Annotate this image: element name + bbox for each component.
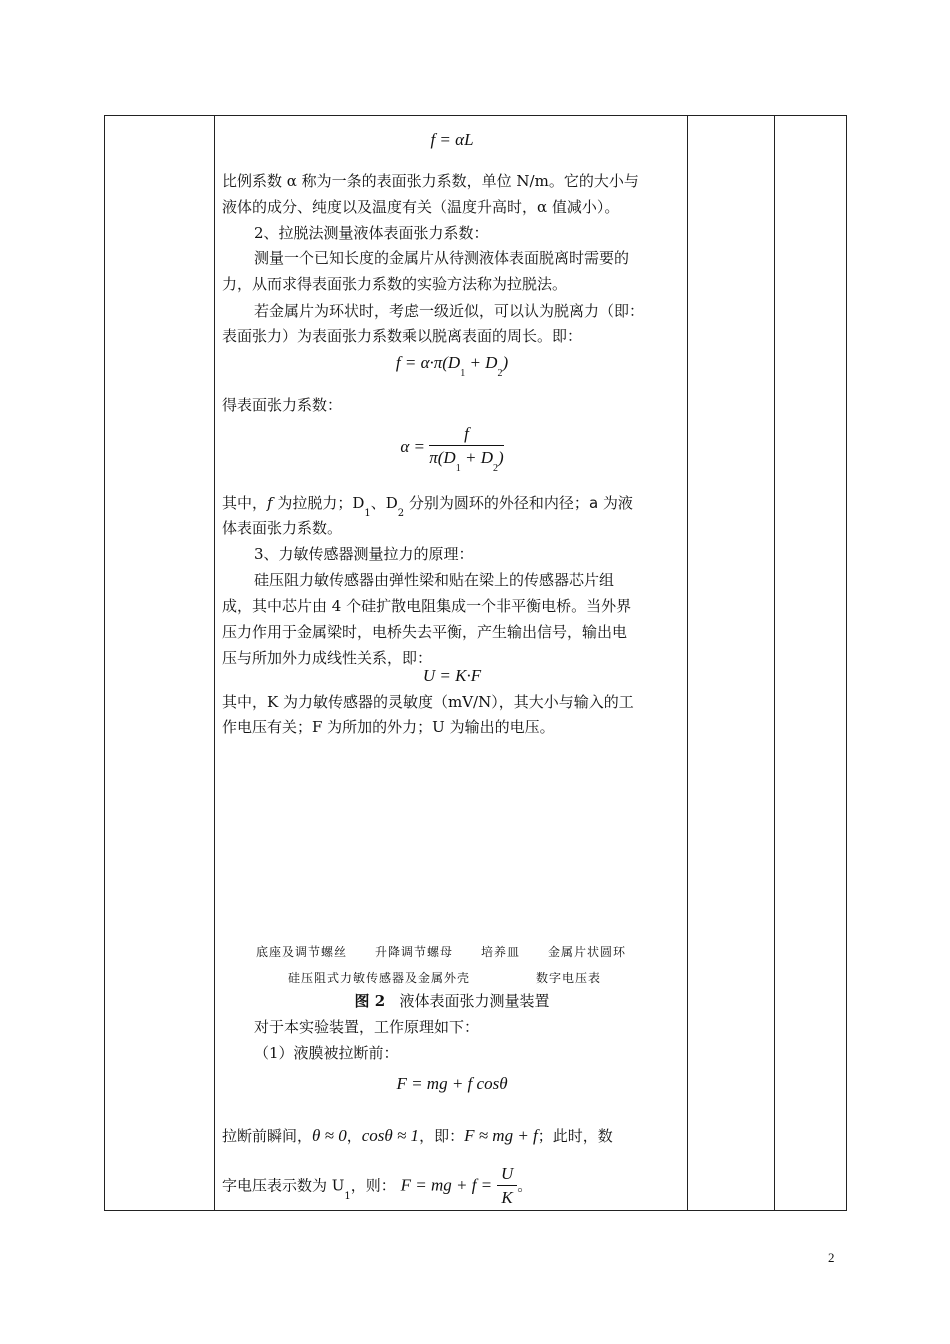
column-divider bbox=[214, 116, 215, 1210]
column-divider bbox=[687, 116, 688, 1210]
paragraph-line: 体表面张力系数。 bbox=[222, 519, 343, 537]
formula-force-before: F = mg + f cosθ bbox=[396, 1074, 508, 1093]
paragraph-line: 对于本实验装置，工作原理如下： bbox=[254, 1018, 480, 1036]
column-divider bbox=[774, 116, 775, 1210]
paragraph-line: 其中，f 为拉脱力；$D_1$、$D_2$ 分别为圆环的外径和内径；a 为液 bbox=[222, 494, 633, 519]
paragraph-line: 其中，K 为力敏传感器的灵敏度（mV/N），其大小与输入的工 bbox=[222, 693, 634, 711]
paragraph-line: 字电压表示数为 $U_1$，则： F = mg + f = $\frac{U}{K}$ 。 bbox=[222, 1163, 682, 1210]
paragraph-line: 硅压阻力敏传感器由弹性梁和贴在梁上的传感器芯片组 bbox=[254, 571, 615, 589]
figure-labels-row1: 底座及调节螺丝 升降调节螺母 培养皿 金属片状圆环 bbox=[256, 945, 627, 959]
section-title: 3、力敏传感器测量拉力的原理： bbox=[254, 545, 474, 563]
fraction: $\frac{U}{K}$ bbox=[497, 1163, 517, 1210]
paragraph-line: 表面张力）为表面张力系数乘以脱离表面的周长。即： bbox=[222, 327, 583, 345]
paragraph-line: 压与所加外力成线性关系，即： bbox=[222, 649, 433, 667]
formula-f-alpha-l: f = αL bbox=[430, 130, 474, 149]
paragraph-line: 拉断前瞬间，θ ≈ 0，cosθ ≈ 1，即：F ≈ mg + f；此时，数 bbox=[222, 1126, 613, 1145]
paragraph-line: 压力作用于金属梁时，电桥失去平衡，产生输出信号，输出电 bbox=[222, 623, 628, 641]
paragraph-line: 力，从而求得表面张力系数的实验方法称为拉脱法。 bbox=[222, 275, 568, 293]
formula-coefficient: α = $\frac{f}{\pi(D_1 + D_2)}$ bbox=[400, 424, 504, 474]
paragraph-line: 成，其中芯片由 4 个硅扩散电阻集成一个非平衡电桥。当外界 bbox=[222, 597, 632, 615]
figure-caption: 图 2 液体表面张力测量装置 bbox=[354, 992, 550, 1010]
formula-detach-force: $f = \alpha\cdot\pi(D_1 + D_2)$ bbox=[395, 353, 509, 379]
paragraph-line: 液体的成分、纯度以及温度有关（温度升高时，α 值减小）。 bbox=[222, 198, 620, 216]
figure-labels-row2: 硅压阻式力敏传感器及金属外壳 数字电压表 bbox=[288, 971, 602, 985]
paragraph-line: 若金属片为环状时，考虑一级近似，可以认为脱离力（即： bbox=[254, 302, 645, 320]
section-title: 2、拉脱法测量液体表面张力系数： bbox=[254, 224, 489, 242]
paragraph-line: 测量一个已知长度的金属片从待测液体表面脱离时需要的 bbox=[254, 249, 630, 267]
paragraph-line: 比例系数 α 称为一条的表面张力系数，单位 N/m。它的大小与 bbox=[222, 172, 639, 190]
paragraph-line: （1）液膜被拉断前： bbox=[254, 1044, 399, 1062]
main-content bbox=[222, 115, 682, 1211]
paragraph-line: 得表面张力系数： bbox=[222, 396, 343, 414]
fraction: $\frac{f}{\pi(D_1 + D_2)}$ bbox=[429, 424, 504, 474]
paragraph-line: 作电压有关；F 为所加的外力；U 为输出的电压。 bbox=[222, 718, 555, 736]
formula-u-kf: U = K·F bbox=[422, 666, 482, 685]
page-number: 2 bbox=[828, 1250, 835, 1265]
